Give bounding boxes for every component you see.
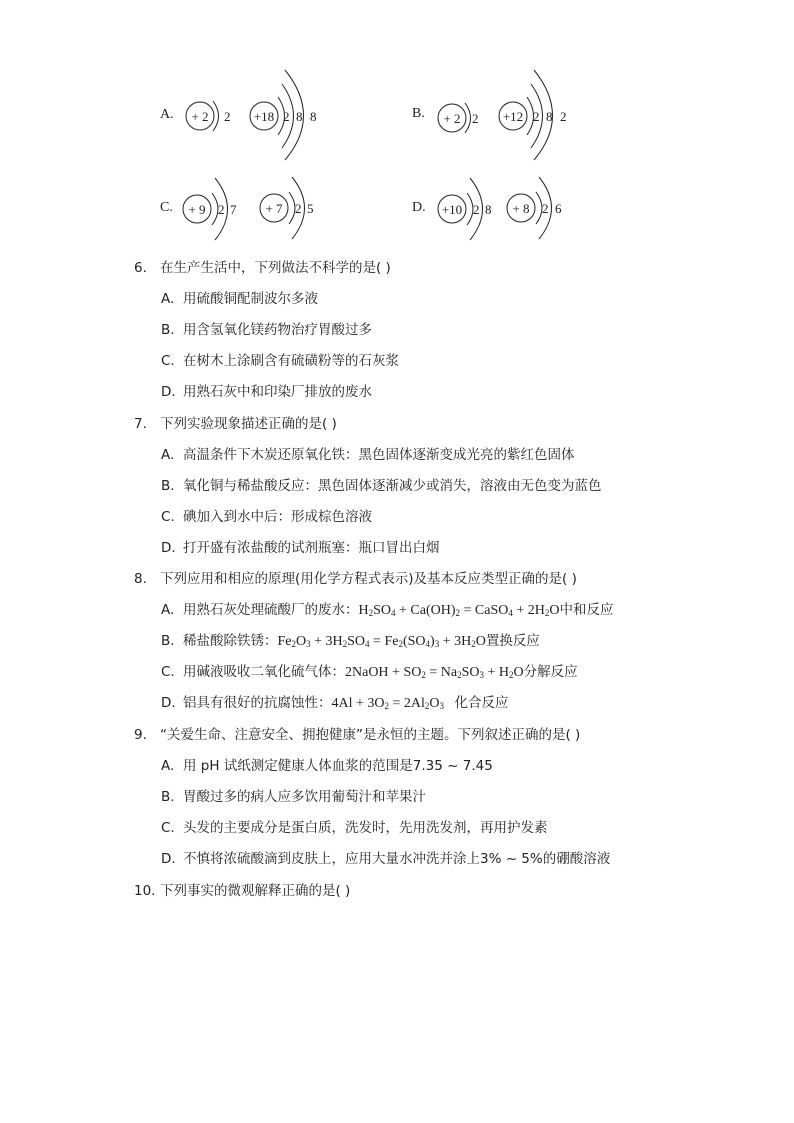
- option-letter: A.: [161, 758, 175, 774]
- reaction-type: 中和反应: [559, 602, 614, 618]
- option-letter: D.: [161, 851, 176, 867]
- option-text: 用硫酸铜配制波尔多液: [183, 291, 318, 307]
- question-7-stem: [134, 412, 337, 432]
- option-letter: B.: [161, 478, 175, 494]
- option-label-B: B.: [412, 106, 425, 121]
- question-text: 下列实验现象描述正确的是( ): [160, 416, 337, 432]
- nucleus-D-right: + 8: [512, 201, 530, 216]
- option-text: 高温条件下木炭还原氧化铁：黑色固体逐渐变成光亮的紫红色固体: [183, 447, 575, 463]
- shell-A-right-2: 8: [296, 109, 303, 124]
- option-text: 头发的主要成分是蛋白质，洗发时，先用洗发剂，再用护发素: [183, 820, 548, 836]
- q7-option-A[interactable]: [161, 443, 575, 463]
- q6-option-C[interactable]: [161, 349, 399, 369]
- q8-option-B[interactable]: [161, 629, 540, 650]
- q9-option-C[interactable]: [161, 816, 548, 836]
- q8-option-C[interactable]: [161, 660, 578, 681]
- option-text: 铝具有很好的抗腐蚀性：: [183, 695, 332, 711]
- option-letter: A.: [161, 447, 175, 463]
- q6-option-A[interactable]: [161, 287, 318, 307]
- option-label-A: A.: [160, 107, 174, 122]
- nucleus-A-right: +18: [253, 109, 275, 124]
- shell-D-right-2: 6: [555, 201, 562, 216]
- chemical-equation: $4Al + 3O_2 = 2Al_2O_3$: [331, 696, 445, 711]
- chemical-equation: $H_2SO_4 + Ca(OH)_2$ = CaSO$_4$ + $2H_2O$: [358, 603, 560, 618]
- question-9-stem: [134, 723, 580, 743]
- shell-A-left-1: 2: [224, 109, 231, 124]
- q9-option-A[interactable]: [161, 754, 493, 774]
- option-letter: A.: [161, 602, 175, 618]
- question-number: 6.: [134, 260, 147, 276]
- nucleus-C-right: + 7: [265, 201, 283, 216]
- question-number: 8.: [134, 571, 147, 587]
- nucleus-B-right: +12: [502, 109, 524, 124]
- option-letter: C.: [161, 820, 175, 836]
- option-letter: B.: [161, 789, 175, 805]
- option-text: 胃酸过多的病人应多饮用葡萄汁和苹果汁: [183, 789, 426, 805]
- shell-A-right-3: 8: [310, 109, 317, 124]
- question-10-stem: [134, 879, 350, 899]
- option-text: 稀盐酸除铁锈：: [183, 633, 278, 649]
- question-6-stem: [134, 256, 391, 276]
- option-text: 用 pH 试纸测定健康人体血浆的范围是7.35 ~ 7.45: [183, 758, 493, 774]
- question-number: 10.: [134, 883, 156, 899]
- option-letter: C.: [161, 664, 175, 680]
- reaction-type: 分解反应: [523, 664, 578, 680]
- q6-option-D[interactable]: [161, 380, 372, 400]
- chemical-equation: 2NaOH + $SO_2 = Na_2SO_3 + H_2O$: [345, 665, 524, 680]
- reaction-type: 置换反应: [485, 633, 540, 649]
- atom-structure-diagrams: [0, 0, 794, 250]
- option-text: 在树木上涂刷含有硫磺粉等的石灰浆: [183, 353, 399, 369]
- option-letter: D.: [161, 384, 176, 400]
- question-text: 下列事实的微观解释正确的是( ): [160, 883, 351, 899]
- q9-option-D[interactable]: [161, 847, 610, 867]
- option-text: 碘加入到水中后：形成棕色溶液: [183, 509, 372, 525]
- option-text: 用熟石灰中和印染厂排放的废水: [183, 384, 372, 400]
- option-letter: D.: [161, 695, 176, 711]
- shell-C-left-1: 2: [218, 202, 225, 217]
- shell-D-right-1: 2: [542, 201, 549, 216]
- option-text: 氧化铜与稀盐酸反应：黑色固体逐渐减少或消失，溶液由无色变为蓝色: [183, 478, 602, 494]
- q7-option-B[interactable]: [161, 474, 602, 494]
- option-letter: C.: [161, 353, 175, 369]
- shell-B-right-2: 8: [546, 109, 553, 124]
- q8-option-D[interactable]: [161, 691, 509, 712]
- option-letter: B.: [161, 633, 175, 649]
- reaction-type: 化合反应: [454, 695, 509, 711]
- shell-C-right-1: 2: [295, 201, 302, 216]
- shell-B-right-3: 2: [560, 109, 567, 124]
- shell-B-right-1: 2: [533, 109, 540, 124]
- question-number: 7.: [134, 416, 147, 432]
- option-letter: D.: [161, 540, 176, 556]
- shell-D-left-2: 8: [485, 202, 492, 217]
- question-text: “关爱生命、注意安全、拥抱健康”是永恒的主题。下列叙述正确的是( ): [160, 727, 581, 743]
- question-8-stem: [134, 567, 577, 587]
- option-text: 不慎将浓硫酸滴到皮肤上，应用大量水冲洗并涂上3% ~ 5%的硼酸溶液: [183, 851, 611, 867]
- option-letter: B.: [161, 322, 175, 338]
- chemical-equation: $Fe_2O_3 + 3H_2SO_4 = Fe_2(SO_4)_3 + 3H_2O$: [277, 634, 486, 649]
- option-text: 用熟石灰处理硫酸厂的废水：: [183, 602, 359, 618]
- nucleus-C-left: + 9: [188, 202, 206, 217]
- option-text: 用含氢氧化镁药物治疗胃酸过多: [183, 322, 372, 338]
- q8-option-A[interactable]: [161, 598, 614, 619]
- nucleus-A-left: + 2: [191, 109, 209, 124]
- option-letter: A.: [161, 291, 175, 307]
- nucleus-B-left: + 2: [443, 111, 461, 126]
- q9-option-B[interactable]: [161, 785, 426, 805]
- option-label-C: C.: [160, 200, 173, 215]
- q7-option-C[interactable]: [161, 505, 372, 525]
- option-letter: C.: [161, 509, 175, 525]
- question-text: 下列应用和相应的原理(用化学方程式表示)及基本反应类型正确的是( ): [160, 571, 577, 587]
- option-text: 打开盛有浓盐酸的试剂瓶塞：瓶口冒出白烟: [183, 540, 440, 556]
- option-label-D: D.: [412, 200, 426, 215]
- question-text: 在生产生活中，下列做法不科学的是( ): [160, 260, 391, 276]
- option-text: 用碱液吸收二氧化硫气体：: [183, 664, 345, 680]
- nucleus-D-left: +10: [441, 202, 463, 217]
- question-number: 9.: [134, 727, 147, 743]
- shell-C-left-2: 7: [230, 202, 237, 217]
- shell-C-right-2: 5: [307, 201, 314, 216]
- shell-A-right-1: 2: [283, 109, 290, 124]
- shell-B-left-1: 2: [472, 111, 479, 126]
- q6-option-B[interactable]: [161, 318, 372, 338]
- shell-D-left-1: 2: [473, 202, 480, 217]
- q7-option-D[interactable]: [161, 536, 440, 556]
